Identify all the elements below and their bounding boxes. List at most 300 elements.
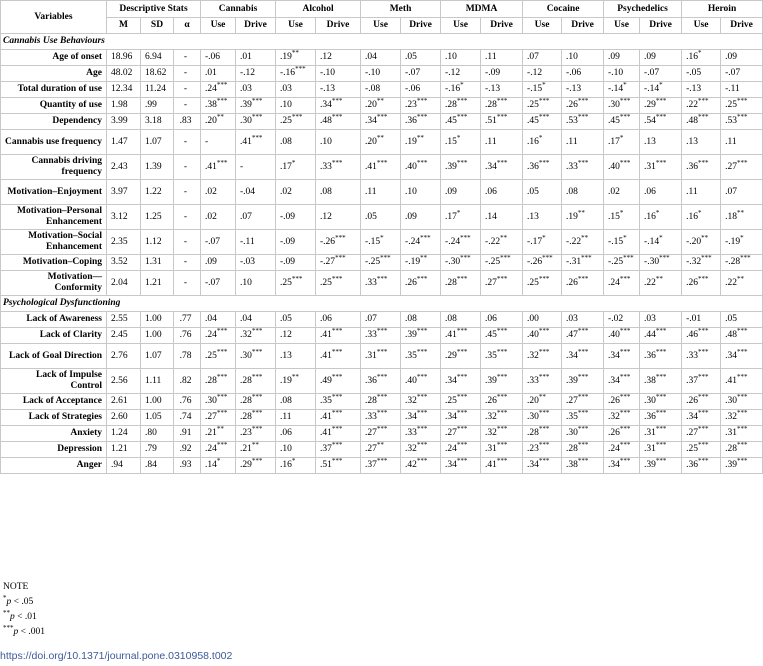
table-cell: .25***: [276, 114, 316, 130]
significance-marker: ***: [619, 347, 631, 356]
table-cell: .36***: [523, 155, 562, 180]
significance-marker: ***: [736, 347, 748, 356]
significance-marker: ***: [331, 392, 343, 401]
significance-marker: ***: [736, 158, 748, 167]
table-cell: -.22**: [481, 230, 523, 255]
significance-marker: ***: [581, 253, 592, 262]
significance-marker: ***: [251, 392, 263, 401]
significance-marker: **: [736, 274, 744, 283]
significance-marker: ***: [577, 408, 589, 417]
table-cell: .16*: [640, 205, 682, 230]
table-cell: .16*: [276, 458, 316, 474]
header-use: Use: [604, 18, 640, 34]
table-cell: 1.98: [107, 98, 141, 114]
table-cell: .25***: [201, 344, 236, 369]
row-label: Age of onset: [1, 50, 107, 66]
table-cell: .30***: [523, 410, 562, 426]
significance-marker: ***: [697, 112, 709, 121]
table-cell: .32***: [401, 442, 441, 458]
table-body: [1, 34, 763, 474]
table-cell: .34***: [604, 344, 640, 369]
significance-marker: ***: [619, 392, 631, 401]
table-cell: .40***: [401, 155, 441, 180]
table-cell: .13: [682, 130, 721, 155]
table-cell: .18**: [721, 205, 763, 230]
significance-marker: ***: [538, 440, 550, 449]
table-cell: .13: [640, 130, 682, 155]
table-cell: .91: [174, 426, 201, 442]
table-cell: -: [174, 66, 201, 82]
significance-marker: ***: [496, 440, 508, 449]
section-heading: Cannabis Use Behaviours: [1, 34, 763, 50]
significance-marker: ***: [577, 112, 589, 121]
table-cell: .39***: [562, 369, 604, 394]
table-cell: -.14*: [640, 82, 682, 98]
significance-marker: **: [581, 233, 589, 242]
table-cell: .19**: [562, 205, 604, 230]
table-cell: .20**: [201, 114, 236, 130]
table-cell: .34***: [441, 458, 481, 474]
significance-marker: *: [655, 208, 660, 217]
significance-marker: ***: [740, 253, 751, 262]
table-cell: .33***: [401, 426, 441, 442]
significance-marker: ***: [655, 392, 667, 401]
table-cell: .28***: [236, 410, 276, 426]
table-cell: .31***: [640, 426, 682, 442]
table-cell: -.10: [361, 66, 401, 82]
significance-marker: ***: [697, 274, 709, 283]
table-cell: .40***: [401, 369, 441, 394]
table-cell: .94: [107, 458, 141, 474]
table-cell: .33***: [523, 369, 562, 394]
table-cell: .41***: [721, 369, 763, 394]
significance-marker: ***: [655, 158, 667, 167]
significance-marker: ***: [655, 372, 667, 381]
header-meth: Meth: [361, 1, 441, 18]
significance-marker: ***: [416, 456, 428, 465]
table-cell: .32***: [523, 344, 562, 369]
header-use: Use: [361, 18, 401, 34]
table-cell: .48***: [316, 114, 361, 130]
table-cell: -.12: [523, 66, 562, 82]
significance-marker: **: [538, 392, 546, 401]
table-cell: .76: [174, 328, 201, 344]
table-cell: -.10: [316, 66, 361, 82]
table-cell: 6.94: [141, 50, 174, 66]
table-cell: .25***: [276, 271, 316, 296]
table-cell: -.25***: [361, 255, 401, 271]
table-cell: 1.21: [141, 271, 174, 296]
significance-marker: **: [251, 440, 259, 449]
table-cell: .34***: [721, 344, 763, 369]
significance-marker: **: [701, 233, 709, 242]
table-cell: -.22**: [562, 230, 604, 255]
table-cell: .23***: [401, 98, 441, 114]
table-cell: -.06: [562, 66, 604, 82]
table-cell: .45***: [604, 114, 640, 130]
table-cell: .41***: [201, 155, 236, 180]
significance-marker: ***: [416, 372, 428, 381]
significance-marker: ***: [416, 347, 428, 356]
table-cell: .02: [604, 180, 640, 205]
significance-marker: ***: [619, 274, 631, 283]
table-cell: .07: [523, 50, 562, 66]
table-cell: .25***: [682, 442, 721, 458]
table-cell: .16*: [523, 130, 562, 155]
table-cell: .84: [141, 458, 174, 474]
significance-marker: ***: [456, 392, 468, 401]
table-cell: .37***: [361, 458, 401, 474]
table-cell: .29***: [236, 458, 276, 474]
header-drive: Drive: [481, 18, 523, 34]
table-cell: -.26***: [523, 255, 562, 271]
table-cell: .30***: [236, 344, 276, 369]
table-cell: .39***: [441, 155, 481, 180]
significance-marker: ***: [538, 326, 550, 335]
table-cell: .10: [441, 50, 481, 66]
table-row: [1, 205, 763, 230]
table-row: [1, 98, 763, 114]
significance-marker: ***: [577, 274, 589, 283]
table-cell: .83: [174, 114, 201, 130]
table-cell: -.09: [481, 66, 523, 82]
table-cell: 1.31: [141, 255, 174, 271]
table-cell: .35***: [401, 344, 441, 369]
significance-marker: ***: [456, 440, 468, 449]
significance-marker: ***: [577, 456, 589, 465]
table-cell: .25***: [721, 98, 763, 114]
table-cell: .29***: [441, 344, 481, 369]
table-cell: .28***: [721, 442, 763, 458]
table-cell: -.14*: [604, 82, 640, 98]
significance-marker: ***: [697, 158, 709, 167]
table-cell: .09: [201, 255, 236, 271]
significance-marker: ***: [331, 158, 343, 167]
row-label: Cannabis driving frequency: [1, 155, 107, 180]
table-cell: .24***: [201, 328, 236, 344]
table-cell: 2.55: [107, 312, 141, 328]
significance-marker: ***: [216, 326, 228, 335]
table-cell: .41***: [361, 155, 401, 180]
row-label: Motivation–Coping: [1, 255, 107, 271]
table-cell: .02: [201, 180, 236, 205]
table-cell: .17*: [441, 205, 481, 230]
table-cell: .10: [316, 130, 361, 155]
significance-marker: ***: [416, 424, 428, 433]
table-cell: .10: [562, 50, 604, 66]
table-cell: .30***: [640, 394, 682, 410]
significance-marker: ***: [538, 96, 550, 105]
table-cell: -.02: [604, 312, 640, 328]
significance-marker: ***: [331, 347, 343, 356]
table-cell: -.12: [441, 66, 481, 82]
table-cell: .82: [174, 369, 201, 394]
row-label: Lack of Acceptance: [1, 394, 107, 410]
significance-marker: *: [619, 208, 624, 217]
significance-marker: **: [376, 96, 384, 105]
table-cell: .30***: [562, 426, 604, 442]
table-cell: -.10: [604, 66, 640, 82]
table-cell: .34***: [562, 344, 604, 369]
significance-marker: **: [500, 233, 508, 242]
table-cell: 2.60: [107, 410, 141, 426]
table-row: [1, 82, 763, 98]
table-cell: 3.12: [107, 205, 141, 230]
significance-marker: ***: [701, 253, 712, 262]
table-cell: .93: [174, 458, 201, 474]
significance-marker: ***: [376, 326, 388, 335]
table-cell: .06: [640, 180, 682, 205]
table-cell: -: [236, 155, 276, 180]
table-cell: .34***: [682, 410, 721, 426]
significance-marker: ***: [216, 440, 228, 449]
significance-marker: *: [291, 456, 296, 465]
significance-marker: ***: [736, 440, 748, 449]
significance-marker: ***: [538, 372, 550, 381]
table-cell: -.13: [316, 82, 361, 98]
table-cell: .33***: [361, 410, 401, 426]
table-cell: -.07: [640, 66, 682, 82]
table-cell: .15*: [441, 130, 481, 155]
significance-marker: ***: [655, 112, 667, 121]
header-cocaine: Cocaine: [523, 1, 604, 18]
significance-marker: ***: [538, 424, 550, 433]
significance-marker: ***: [216, 372, 228, 381]
significance-marker: ***: [460, 233, 471, 242]
significance-marker: ***: [697, 96, 709, 105]
significance-marker: ***: [577, 392, 589, 401]
table-cell: -.09: [276, 230, 316, 255]
table-cell: -: [174, 82, 201, 98]
significance-marker: ***: [697, 392, 709, 401]
significance-marker: ***: [619, 440, 631, 449]
table-cell: -.09: [276, 255, 316, 271]
significance-marker: ***: [496, 274, 508, 283]
header-use: Use: [523, 18, 562, 34]
table-cell: -.13: [682, 82, 721, 98]
significance-marker: ***: [655, 347, 667, 356]
table-cell: -.06: [401, 82, 441, 98]
significance-marker: ***: [538, 408, 550, 417]
table-cell: .08: [562, 180, 604, 205]
table-cell: .28***: [481, 98, 523, 114]
table-cell: -.04: [236, 180, 276, 205]
significance-marker: ***: [376, 456, 388, 465]
table-cell: .34***: [481, 155, 523, 180]
table-cell: .11: [361, 180, 401, 205]
table-cell: .41***: [236, 130, 276, 155]
table-cell: -.15*: [523, 82, 562, 98]
table-row: [1, 155, 763, 180]
table-cell: .07: [361, 312, 401, 328]
table-cell: .10: [276, 442, 316, 458]
significance-marker: ***: [416, 408, 428, 417]
table-cell: .27***: [201, 410, 236, 426]
table-cell: .11: [276, 410, 316, 426]
table-cell: 3.97: [107, 180, 141, 205]
table-cell: -.13: [562, 82, 604, 98]
table-cell: -.15*: [604, 230, 640, 255]
table-cell: .36***: [682, 155, 721, 180]
table-cell: .30***: [236, 114, 276, 130]
table-cell: -.16***: [276, 66, 316, 82]
table-cell: .27***: [481, 271, 523, 296]
table-cell: .24***: [201, 442, 236, 458]
significance-marker: ***: [216, 80, 228, 89]
table-cell: -.14*: [640, 230, 682, 255]
table-cell: .40***: [604, 328, 640, 344]
table-cell: .08: [316, 180, 361, 205]
table-cell: .26***: [481, 394, 523, 410]
row-label: Dependency: [1, 114, 107, 130]
table-cell: .04: [236, 312, 276, 328]
table-cell: -: [174, 271, 201, 296]
table-cell: .16*: [682, 50, 721, 66]
header-variables: Variables: [1, 1, 107, 34]
table-cell: .79: [141, 442, 174, 458]
significance-marker: ***: [659, 253, 670, 262]
row-label: Age: [1, 66, 107, 82]
header-row-subcolumns: [1, 18, 763, 34]
table-row: [1, 458, 763, 474]
table-cell: -.09: [276, 205, 316, 230]
table-cell: .39***: [236, 98, 276, 114]
table-cell: .14: [481, 205, 523, 230]
table-cell: .36***: [682, 458, 721, 474]
table-cell: .23***: [236, 426, 276, 442]
table-cell: .01: [201, 66, 236, 82]
significance-marker: ***: [416, 158, 428, 167]
significance-marker: ***: [456, 158, 468, 167]
table-cell: .92: [174, 442, 201, 458]
doi-link[interactable]: https://doi.org/10.1371/journal.pone.0310958.t002: [0, 650, 233, 662]
header-use: Use: [441, 18, 481, 34]
significance-marker: *: [542, 80, 546, 89]
significance-marker: ***: [331, 440, 343, 449]
significance-marker: ***: [331, 326, 343, 335]
table-cell: -.27***: [316, 255, 361, 271]
table-cell: .24***: [604, 442, 640, 458]
significance-marker: ***: [291, 274, 303, 283]
table-cell: .12: [316, 50, 361, 66]
table-row: [1, 369, 763, 394]
significance-marker: ***: [251, 372, 263, 381]
header-use: Use: [682, 18, 721, 34]
header-alpha: α: [174, 18, 201, 34]
header-drive: Drive: [401, 18, 441, 34]
significance-marker: ***: [623, 253, 634, 262]
significance-marker: ***: [456, 274, 468, 283]
table-cell: .41***: [316, 410, 361, 426]
significance-marker: ***: [380, 253, 391, 262]
table-cell: .04: [361, 50, 401, 66]
table-cell: .28***: [562, 442, 604, 458]
table-row: [1, 255, 763, 271]
significance-marker: **: [577, 208, 585, 217]
table-cell: .36***: [401, 114, 441, 130]
table-cell: -.17*: [523, 230, 562, 255]
table-cell: .30***: [604, 98, 640, 114]
significance-marker: **: [291, 48, 299, 57]
table-cell: .05: [361, 205, 401, 230]
table-cell: .25***: [523, 271, 562, 296]
significance-marker: ***: [460, 253, 471, 262]
table-cell: .27***: [361, 426, 401, 442]
table-cell: .28***: [201, 369, 236, 394]
header-drive: Drive: [236, 18, 276, 34]
significance-marker: ***: [542, 253, 553, 262]
table-cell: -.25***: [481, 255, 523, 271]
significance-marker: ***: [655, 440, 667, 449]
table-row: [1, 410, 763, 426]
significance-marker: *: [659, 233, 663, 242]
significance-marker: ***: [251, 112, 263, 121]
significance-marker: *: [291, 158, 296, 167]
table-cell: -.24***: [401, 230, 441, 255]
table-cell: .34***: [604, 458, 640, 474]
table-cell: -.25***: [604, 255, 640, 271]
table-cell: .26***: [562, 271, 604, 296]
table-cell: .03: [640, 312, 682, 328]
table-cell: .32***: [481, 426, 523, 442]
table-cell: -.03: [236, 255, 276, 271]
header-alcohol: Alcohol: [276, 1, 361, 18]
table-cell: -.30***: [640, 255, 682, 271]
table-cell: .45***: [481, 328, 523, 344]
table-cell: -: [174, 98, 201, 114]
significance-marker: ***: [697, 456, 709, 465]
table-cell: .32***: [721, 410, 763, 426]
significance-marker: ***: [251, 347, 263, 356]
table-cell: 1.39: [141, 155, 174, 180]
table-cell: .00: [523, 312, 562, 328]
significance-marker: ***: [376, 112, 388, 121]
table-cell: .28***: [523, 426, 562, 442]
significance-marker: **: [376, 133, 384, 142]
table-cell: .09: [640, 50, 682, 66]
table-cell: .09: [721, 50, 763, 66]
significance-marker: ***: [295, 64, 306, 73]
significance-marker: ***: [251, 133, 263, 142]
table-cell: -.11: [236, 230, 276, 255]
significance-marker: ***: [697, 408, 709, 417]
table-cell: .09: [441, 180, 481, 205]
table-cell: .36***: [361, 369, 401, 394]
table-cell: .28***: [236, 369, 276, 394]
significance-marker: ***: [416, 326, 428, 335]
row-label: Motivation–Personal Enhancement: [1, 205, 107, 230]
table-cell: .31***: [721, 426, 763, 442]
table-cell: .33***: [682, 344, 721, 369]
significance-marker: ***: [736, 392, 748, 401]
table-cell: .37***: [316, 442, 361, 458]
significance-marker: ***: [376, 347, 388, 356]
table-cell: .07: [721, 180, 763, 205]
note-p001: ***p < .001: [3, 623, 45, 637]
table-cell: .06: [481, 312, 523, 328]
table-cell: .39***: [481, 369, 523, 394]
significance-marker: ***: [496, 372, 508, 381]
row-label: Cannabis use frequency: [1, 130, 107, 155]
table-cell: .40***: [604, 155, 640, 180]
significance-marker: *: [216, 456, 221, 465]
significance-marker: ***: [456, 456, 468, 465]
table-cell: -.20**: [682, 230, 721, 255]
table-cell: .33***: [361, 328, 401, 344]
significance-marker: ***: [619, 408, 631, 417]
table-cell: 1.25: [141, 205, 174, 230]
significance-marker: ***: [577, 96, 589, 105]
